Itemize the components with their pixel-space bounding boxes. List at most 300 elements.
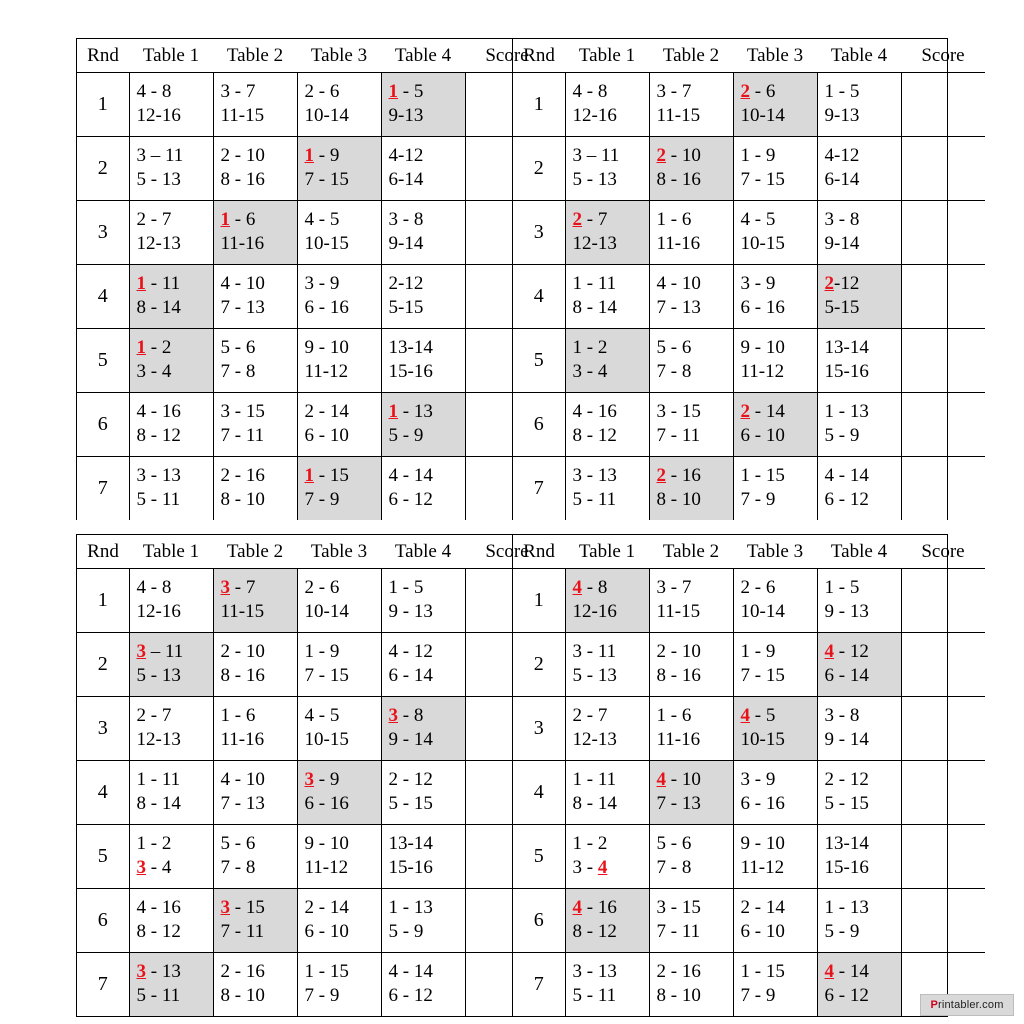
pairing-line: 1 - 2	[136, 336, 172, 358]
score-cell[interactable]	[901, 265, 985, 329]
match-pairings	[214, 953, 297, 1016]
column-header-table-3: Table 3	[746, 541, 804, 562]
pairing-line: 3 - 11	[572, 640, 617, 662]
score-cell[interactable]	[901, 329, 985, 393]
round-number: 5	[533, 845, 544, 867]
pairing-line: 12-13	[136, 729, 181, 750]
pairing-line: 5 - 9	[824, 425, 860, 446]
match-cell-table-1	[129, 633, 213, 697]
match-pairings	[130, 889, 213, 952]
pairing-line: 5 - 6	[220, 336, 256, 358]
match-cell-table-1	[129, 329, 213, 393]
pairing-line: 10-14	[740, 105, 785, 126]
pairing-line: 8 - 10	[656, 489, 701, 510]
round-number: 5	[533, 349, 544, 371]
score-cell[interactable]	[901, 73, 985, 137]
match-pairings	[130, 825, 213, 888]
pairing-line: 4 - 10	[656, 768, 701, 790]
pairing-line: 1 - 13	[824, 896, 869, 918]
pairing-line: 11-15	[220, 601, 265, 622]
table-row	[513, 393, 985, 457]
round-number-cell	[513, 265, 565, 329]
pairing-line: 7 - 9	[740, 489, 776, 510]
table-row	[77, 889, 549, 953]
match-cell-table-4	[817, 393, 901, 457]
pairing-line: 4-12	[388, 144, 424, 166]
pairing-line: 8 - 14	[136, 793, 181, 814]
pairing-line: 6 - 16	[304, 793, 349, 814]
round-number-cell	[77, 953, 129, 1017]
pairing-line: 1 - 5	[824, 576, 860, 598]
pairing-line: 13-14	[824, 336, 869, 358]
round-number: 2	[97, 157, 108, 179]
match-pairings	[650, 889, 733, 952]
pairing-line: 4 - 16	[136, 400, 181, 422]
pairing-line: 4 - 5	[304, 704, 340, 726]
round-number: 4	[533, 285, 544, 307]
match-cell-table-3	[733, 73, 817, 137]
round-number-cell	[513, 697, 565, 761]
pairing-line: 15-16	[388, 857, 433, 878]
pairing-line: 1 - 9	[304, 640, 340, 662]
match-cell-table-3	[733, 825, 817, 889]
round-number: 1	[533, 589, 544, 611]
pairing-line: 1 - 15	[304, 464, 349, 486]
pairing-line: 2 - 10	[220, 640, 265, 662]
match-pairings	[298, 329, 381, 392]
match-pairings	[734, 457, 817, 520]
match-pairings	[734, 953, 817, 1016]
pairing-line: 2-12	[388, 272, 424, 294]
pairing-line: 2 - 16	[220, 960, 265, 982]
round-number: 1	[533, 93, 544, 115]
match-pairings	[298, 889, 381, 952]
pairing-line: 8 - 16	[220, 665, 265, 686]
score-cell[interactable]	[901, 569, 985, 633]
match-cell-table-2	[213, 953, 297, 1017]
match-pairings	[650, 457, 733, 520]
match-cell-table-1	[565, 329, 649, 393]
round-number: 3	[97, 221, 108, 243]
score-cell[interactable]	[901, 201, 985, 265]
match-pairings	[298, 73, 381, 136]
round-number-cell	[77, 265, 129, 329]
match-cell-table-4	[817, 697, 901, 761]
score-cell[interactable]	[901, 825, 985, 889]
pairing-line: 4 - 14	[388, 464, 433, 486]
column-header-table-1: Table 1	[142, 541, 200, 562]
match-pairings	[818, 633, 901, 696]
pairing-line: 4-12	[824, 144, 860, 166]
match-cell-table-3	[297, 953, 381, 1017]
match-cell-table-2	[649, 953, 733, 1017]
highlighted-player-number: 1	[136, 336, 146, 358]
match-pairings	[734, 761, 817, 824]
pairing-line: 6 - 12	[824, 985, 869, 1006]
match-pairings	[650, 265, 733, 328]
column-header-table-2: Table 2	[662, 45, 720, 66]
match-cell-table-2	[649, 633, 733, 697]
column-header-table-4: Table 4	[830, 45, 888, 66]
pairing-line: 3 - 15	[656, 400, 701, 422]
match-pairings	[818, 953, 901, 1016]
column-header-score: Score	[485, 45, 529, 66]
match-cell-table-1	[129, 265, 213, 329]
match-cell-table-2	[649, 697, 733, 761]
table-row	[513, 137, 985, 201]
match-pairings	[382, 329, 465, 392]
pairing-line: 4 - 12	[388, 640, 433, 662]
column-header-table-1: Table 1	[578, 45, 636, 66]
match-cell-table-3	[297, 329, 381, 393]
match-pairings	[818, 761, 901, 824]
pairing-line: 6-14	[388, 169, 424, 190]
score-cell[interactable]	[901, 457, 985, 521]
pairing-line: 13-14	[388, 832, 433, 854]
pairing-line: 2 - 14	[740, 400, 785, 422]
match-cell-table-1	[565, 457, 649, 521]
match-cell-table-1	[565, 201, 649, 265]
match-cell-table-2	[213, 569, 297, 633]
highlighted-player-number: 4	[824, 640, 834, 662]
column-header-table-3: Table 3	[310, 45, 368, 66]
match-pairings	[818, 265, 901, 328]
match-pairings	[566, 889, 649, 952]
column-header-score: Score	[485, 541, 529, 562]
pairing-line: 1 - 2	[572, 832, 608, 854]
pairing-line: 11-15	[220, 105, 265, 126]
match-cell-table-2	[213, 201, 297, 265]
match-pairings	[734, 633, 817, 696]
match-pairings	[214, 633, 297, 696]
pairing-line: 9 - 14	[388, 729, 433, 750]
match-cell-table-4	[381, 73, 465, 137]
match-cell-table-1	[129, 697, 213, 761]
match-cell-table-3	[733, 633, 817, 697]
pairing-line: 8 - 16	[220, 169, 265, 190]
pairing-line: 12-13	[572, 729, 617, 750]
table-row	[513, 889, 985, 953]
score-cell[interactable]	[901, 393, 985, 457]
highlighted-player-number: 2	[656, 144, 666, 166]
match-cell-table-4	[817, 201, 901, 265]
pairing-line: 3 - 9	[304, 272, 340, 294]
score-cell[interactable]	[901, 697, 985, 761]
highlighted-player-number: 4	[572, 576, 582, 598]
match-cell-table-3	[733, 953, 817, 1017]
pairing-line: 6 - 10	[740, 921, 785, 942]
match-pairings	[818, 457, 901, 520]
pairing-line: 11-12	[304, 361, 349, 382]
round-number-cell	[513, 329, 565, 393]
pairing-line: 1 - 13	[388, 400, 433, 422]
match-cell-table-2	[213, 457, 297, 521]
pairing-line: 8 - 10	[656, 985, 701, 1006]
round-number: 2	[97, 653, 108, 675]
pairing-line: 7 - 15	[740, 665, 785, 686]
match-cell-table-4	[381, 633, 465, 697]
match-pairings	[130, 457, 213, 520]
pairing-line: 4 - 14	[388, 960, 433, 982]
pairing-line: 6 - 12	[388, 985, 433, 1006]
pairing-line: 2 - 14	[740, 896, 785, 918]
match-cell-table-1	[129, 137, 213, 201]
watermark-brand-prefix: P	[930, 999, 938, 1011]
column-header-table-4: Table 4	[830, 541, 888, 562]
pairing-line: 12-16	[136, 105, 181, 126]
column-header-table-3: Table 3	[310, 541, 368, 562]
table-row	[513, 825, 985, 889]
pairing-line: 1 - 11	[136, 272, 181, 294]
pairing-line: 11-15	[656, 601, 701, 622]
match-cell-table-2	[649, 825, 733, 889]
match-pairings	[130, 73, 213, 136]
match-cell-table-3	[733, 761, 817, 825]
pairing-line: 7 - 9	[740, 985, 776, 1006]
pairing-line: 7 - 8	[656, 361, 692, 382]
pairing-line: 3 - 4	[136, 361, 172, 382]
score-cell[interactable]	[901, 137, 985, 201]
round-number-cell	[513, 569, 565, 633]
match-pairings	[566, 697, 649, 760]
highlighted-player-number: 4	[597, 857, 608, 878]
round-number-cell	[77, 137, 129, 201]
pairing-line: 3 - 8	[388, 208, 424, 230]
pairing-line: 2 - 14	[304, 896, 349, 918]
pairing-line: 3 – 11	[136, 640, 184, 662]
pairing-line: 6 - 14	[824, 665, 869, 686]
pairing-line: 7 - 13	[220, 793, 265, 814]
round-number: 6	[533, 909, 544, 931]
match-cell-table-2	[213, 73, 297, 137]
match-cell-table-3	[297, 265, 381, 329]
pairing-line: 3 - 13	[572, 960, 617, 982]
pairing-line: 12-16	[572, 601, 617, 622]
schedule-card-player-4	[512, 534, 965, 1017]
highlighted-player-number: 1	[388, 80, 398, 102]
column-header-table-4: Table 4	[394, 45, 452, 66]
match-pairings	[382, 201, 465, 264]
round-number-cell	[513, 825, 565, 889]
match-pairings	[818, 889, 901, 952]
pairing-line: 1 - 2	[572, 336, 608, 358]
match-pairings	[130, 137, 213, 200]
pairing-line: 5 - 6	[220, 832, 256, 854]
pairing-line: 2 - 12	[824, 768, 869, 790]
match-pairings	[650, 137, 733, 200]
round-number-cell	[513, 953, 565, 1017]
column-header-table-1: Table 1	[578, 541, 636, 562]
match-pairings	[382, 633, 465, 696]
pairing-line: 4 - 5	[740, 704, 776, 726]
match-cell-table-2	[649, 569, 733, 633]
pairing-line: 5 - 11	[572, 489, 617, 510]
pairing-line: 1 - 11	[572, 768, 617, 790]
pairing-line: 4 - 8	[572, 576, 608, 598]
round-number-cell	[513, 393, 565, 457]
round-number: 3	[533, 717, 544, 739]
pairing-line: 5 - 9	[388, 921, 424, 942]
pairing-line: 3 - 8	[824, 208, 860, 230]
pairing-line: 4 - 8	[136, 80, 172, 102]
pairing-line: 2 - 12	[388, 768, 433, 790]
match-pairings	[566, 569, 649, 632]
match-cell-table-1	[565, 633, 649, 697]
pairing-line: 1 - 15	[740, 464, 785, 486]
match-pairings	[214, 393, 297, 456]
match-cell-table-1	[129, 825, 213, 889]
pairing-line: 11-12	[304, 857, 349, 878]
pairing-line: 2 - 6	[740, 80, 776, 102]
pairing-line: 4 - 16	[572, 400, 617, 422]
table-row	[77, 825, 549, 889]
match-pairings	[818, 137, 901, 200]
match-pairings	[130, 329, 213, 392]
match-cell-table-4	[817, 953, 901, 1017]
pairing-line: 8 - 12	[136, 921, 181, 942]
score-cell[interactable]	[901, 889, 985, 953]
round-number-cell	[77, 697, 129, 761]
pairing-line: 7 - 13	[656, 297, 701, 318]
pairing-line: 6 - 10	[740, 425, 785, 446]
round-number: 6	[97, 413, 108, 435]
highlighted-player-number: 3	[136, 640, 146, 662]
round-number-cell	[513, 633, 565, 697]
highlighted-player-number: 4	[572, 896, 582, 918]
match-pairings	[650, 393, 733, 456]
pairing-line: 4 - 10	[656, 272, 701, 294]
pairing-line: 1 - 11	[136, 768, 181, 790]
pairing-line: 4 - 8	[572, 80, 608, 102]
match-cell-table-4	[817, 825, 901, 889]
pairing-line: 6 - 16	[304, 297, 349, 318]
match-pairings	[650, 329, 733, 392]
pairing-line: 1 - 15	[304, 960, 349, 982]
schedule-card-player-1	[76, 38, 529, 520]
round-number: 7	[533, 973, 544, 995]
table-row	[513, 265, 985, 329]
column-header-table-2: Table 2	[662, 541, 720, 562]
table-row	[513, 569, 985, 633]
match-cell-table-2	[213, 697, 297, 761]
match-pairings	[382, 457, 465, 520]
highlighted-player-number: 2	[824, 272, 834, 294]
match-cell-table-1	[565, 889, 649, 953]
round-number: 4	[97, 781, 108, 803]
match-cell-table-1	[565, 953, 649, 1017]
match-pairings	[214, 265, 297, 328]
match-pairings	[566, 201, 649, 264]
pairing-line: 11-16	[220, 233, 265, 254]
match-pairings	[734, 329, 817, 392]
pairing-line: 11-16	[220, 729, 265, 750]
pairing-line: 1 - 6	[220, 704, 256, 726]
match-cell-table-4	[381, 569, 465, 633]
match-cell-table-2	[213, 889, 297, 953]
table-row	[77, 457, 549, 521]
match-cell-table-4	[381, 393, 465, 457]
score-cell[interactable]	[901, 761, 985, 825]
table-row	[77, 329, 549, 393]
pairing-line: 1 - 6	[220, 208, 256, 230]
match-pairings	[650, 73, 733, 136]
pairing-line: 9 - 10	[740, 336, 785, 358]
pairing-line: 5 - 6	[656, 832, 692, 854]
pairing-line: 12-13	[136, 233, 181, 254]
match-pairings	[298, 761, 381, 824]
match-pairings	[734, 201, 817, 264]
match-pairings	[298, 265, 381, 328]
match-pairings	[650, 569, 733, 632]
match-pairings	[298, 393, 381, 456]
match-pairings	[566, 393, 649, 456]
round-number-cell	[77, 569, 129, 633]
pairing-line: 11-16	[656, 233, 701, 254]
match-cell-table-4	[817, 265, 901, 329]
table-row	[77, 569, 549, 633]
pairing-line: 3 - 7	[220, 80, 256, 102]
column-header-rnd: Rnd	[523, 541, 555, 562]
round-number: 5	[97, 349, 108, 371]
match-pairings	[818, 393, 901, 456]
pairing-line: 1 - 9	[740, 144, 776, 166]
pairing-line: 7 - 13	[656, 793, 701, 814]
pairing-line: 7 - 9	[304, 985, 340, 1006]
pairing-line: 2 - 10	[656, 144, 701, 166]
round-number: 7	[533, 477, 544, 499]
pairing-line: 5 - 13	[136, 169, 181, 190]
pairing-line: 3 - 9	[740, 272, 776, 294]
round-number: 3	[97, 717, 108, 739]
highlighted-player-number: 3	[304, 768, 314, 790]
match-pairings	[818, 201, 901, 264]
table-row	[77, 697, 549, 761]
match-pairings	[818, 329, 901, 392]
match-cell-table-1	[129, 761, 213, 825]
match-cell-table-3	[733, 393, 817, 457]
match-pairings	[214, 201, 297, 264]
match-cell-table-2	[649, 201, 733, 265]
round-number-cell	[513, 889, 565, 953]
table-row	[77, 201, 549, 265]
pairing-line: 2 - 7	[136, 704, 172, 726]
match-cell-table-2	[649, 393, 733, 457]
match-cell-table-2	[213, 761, 297, 825]
match-pairings	[566, 953, 649, 1016]
highlighted-player-number: 2	[740, 400, 750, 422]
pairing-line: 8 - 12	[136, 425, 181, 446]
match-cell-table-3	[297, 457, 381, 521]
round-number-cell	[77, 825, 129, 889]
pairing-line: 2 - 7	[136, 208, 172, 230]
match-cell-table-1	[129, 569, 213, 633]
match-cell-table-4	[381, 953, 465, 1017]
match-cell-table-3	[733, 697, 817, 761]
match-pairings	[734, 393, 817, 456]
match-cell-table-1	[129, 457, 213, 521]
pairing-line: 1 - 6	[656, 208, 692, 230]
highlighted-player-number: 3	[136, 857, 146, 878]
column-header-rnd: Rnd	[523, 45, 555, 66]
match-cell-table-3	[297, 633, 381, 697]
highlighted-player-number: 1	[304, 464, 314, 486]
pairing-line: 7 - 11	[656, 425, 701, 446]
match-cell-table-1	[129, 393, 213, 457]
round-number: 7	[97, 973, 108, 995]
score-cell[interactable]	[901, 633, 985, 697]
watermark-printabler	[920, 994, 1014, 1016]
pairing-line: 5 - 13	[572, 169, 617, 190]
